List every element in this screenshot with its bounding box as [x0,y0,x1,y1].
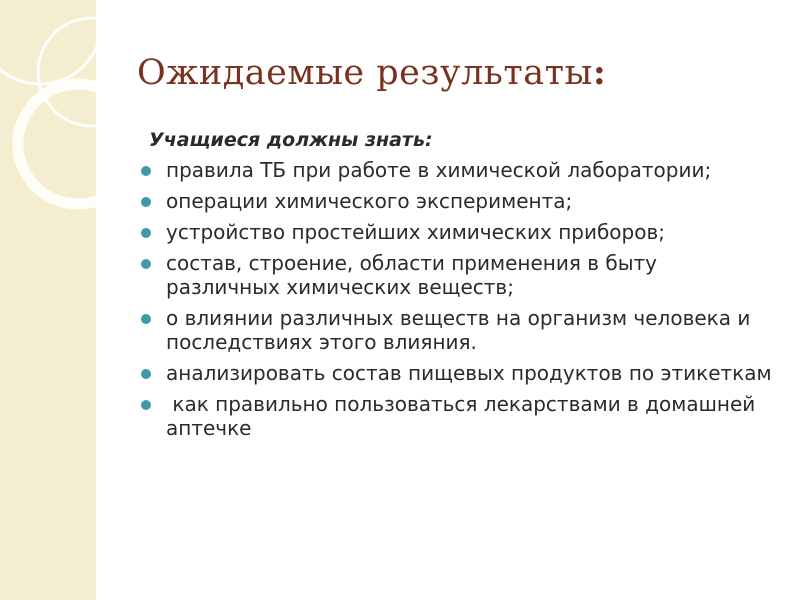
bullet-item [137,392,777,440]
bullet-icon [141,369,151,379]
decorative-side-panel [0,0,96,600]
bullet-text: состав, строение, области применения в быту различных химических веществ; [166,251,664,299]
bullet-text: устройство простейших химических приборов; [166,220,665,244]
bullet-icon [141,314,151,324]
bullet-item [137,251,777,299]
bullet-icon [141,259,151,269]
bullet-item [137,306,777,354]
slide-title-text: Ожидаемые результаты [137,53,593,93]
bullet-icon [141,400,151,410]
bullet-item [137,361,777,385]
slide-title-colon: : [592,52,607,93]
bullet-icon [141,228,151,238]
bullet-icon [141,197,151,207]
bullet-text: как правильно пользоваться лекарствами в домашней аптечке [166,392,762,440]
bullet-text: анализировать состав пищевых продуктов по этикеткам [166,361,772,385]
bullet-list [137,158,777,440]
bullet-text: о влиянии различных веществ на организм человека и последствиях этого влияния. [166,306,757,354]
bullet-text: правила ТБ при работе в химической лаборатории; [166,158,712,182]
bullet-item [137,158,777,182]
bullet-item [137,220,777,244]
slide-title [137,52,606,93]
decorative-circles [0,0,96,600]
slide-content [137,128,777,447]
bullet-text: операции химического эксперимента; [166,189,573,213]
bullet-item [137,189,777,213]
bullet-icon [141,166,151,176]
subheading: Учащиеся должны знать: [149,129,433,151]
